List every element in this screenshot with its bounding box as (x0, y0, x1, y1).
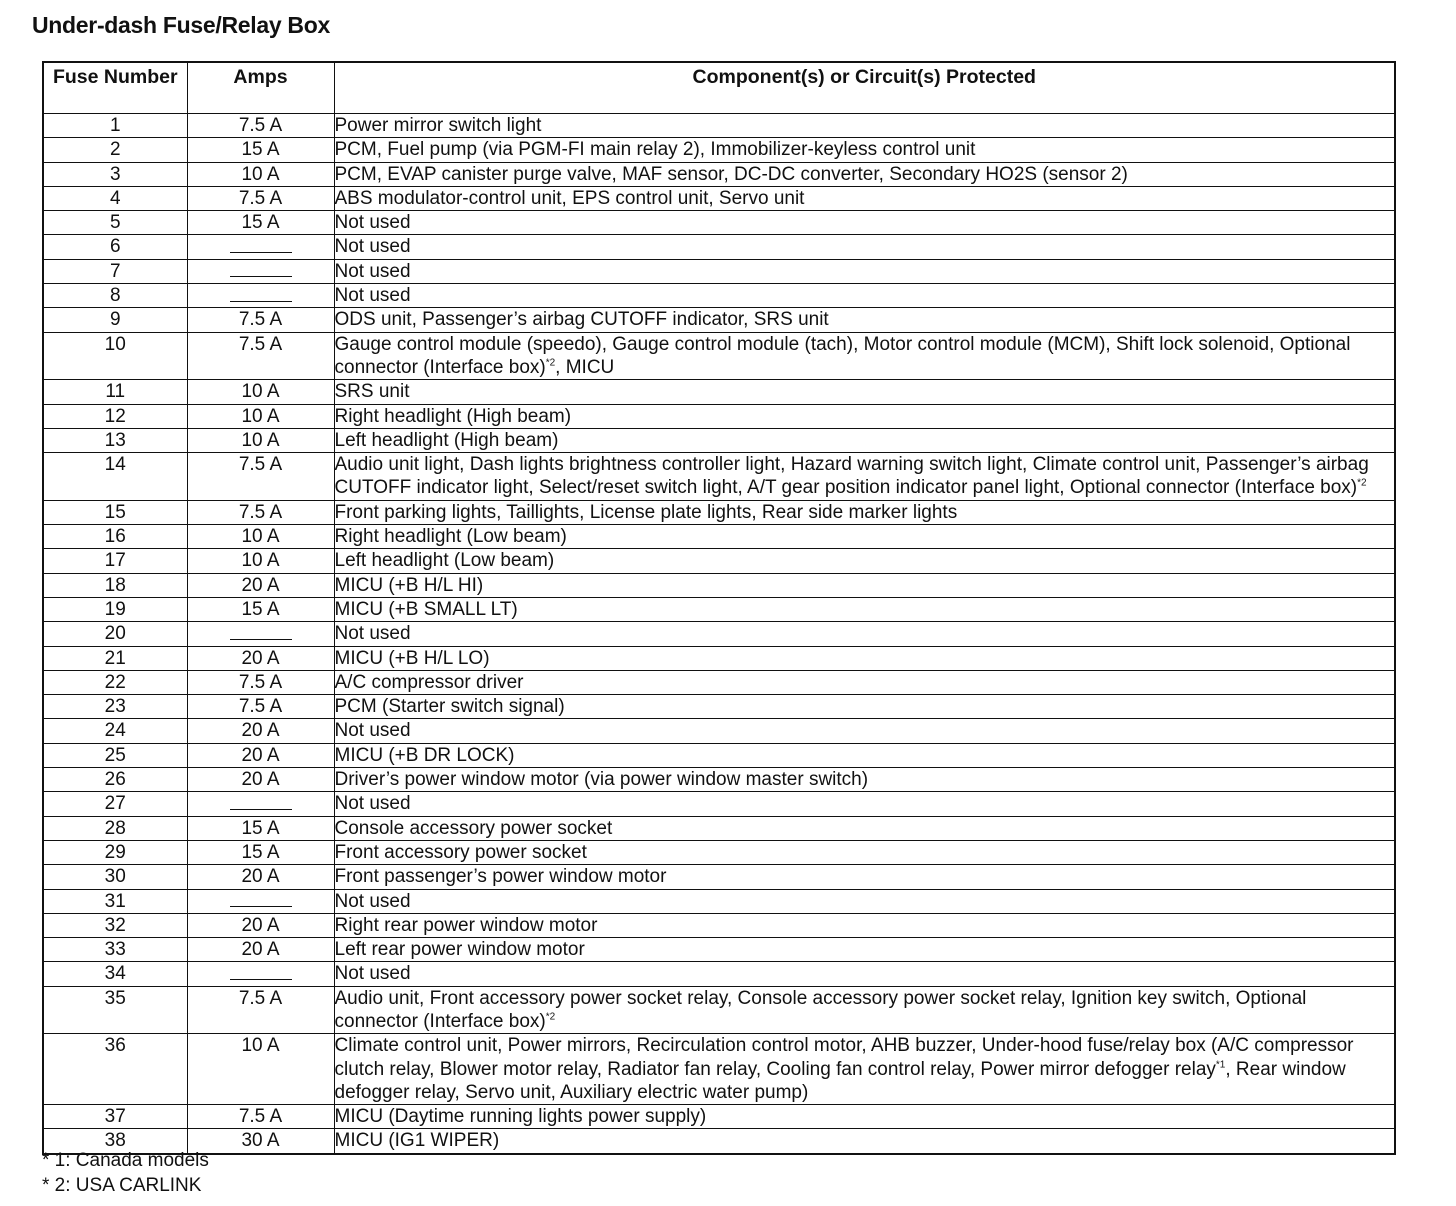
table-row (43, 962, 1395, 986)
fuse-number-cell: 12 (43, 404, 187, 428)
component-cell (334, 284, 1395, 308)
table-row (43, 840, 1395, 864)
amps-cell: 7.5 A (187, 453, 334, 501)
component-text: Not used (334, 963, 411, 985)
component-cell (334, 259, 1395, 283)
component-text: Not used (334, 720, 411, 742)
fuse-number-cell: 5 (43, 211, 187, 235)
empty-amps-dash (230, 639, 292, 640)
component-text-continued: , MICU (555, 356, 615, 378)
component-cell (334, 549, 1395, 573)
table-row (43, 453, 1395, 501)
table-row (43, 695, 1395, 719)
component-cell (334, 573, 1395, 597)
amps-cell: 7.5 A (187, 332, 334, 380)
component-cell (334, 1034, 1395, 1105)
amps-cell: 20 A (187, 938, 334, 962)
fuse-number-cell: 23 (43, 695, 187, 719)
table-row (43, 114, 1395, 138)
component-cell (334, 500, 1395, 524)
component-text: SRS unit (334, 381, 410, 403)
amps-cell: 10 A (187, 549, 334, 573)
table-row (43, 1034, 1395, 1105)
fuse-number-cell: 31 (43, 889, 187, 913)
component-text: Not used (334, 623, 411, 645)
fuse-number-cell: 3 (43, 162, 187, 186)
table-row (43, 308, 1395, 332)
amps-cell: 15 A (187, 211, 334, 235)
amps-cell: 15 A (187, 138, 334, 162)
amps-cell: 10 A (187, 525, 334, 549)
component-cell (334, 138, 1395, 162)
table-row (43, 500, 1395, 524)
component-cell (334, 913, 1395, 937)
amps-cell: 10 A (187, 1034, 334, 1105)
footnote-1: * 1: Canada models (42, 1150, 209, 1171)
component-text: Power mirror switch light (334, 115, 542, 136)
component-text: MICU (Daytime running lights power supply) (334, 1106, 707, 1128)
table-row (43, 404, 1395, 428)
table-row (43, 1105, 1395, 1129)
fuse-number-cell: 10 (43, 332, 187, 380)
amps-cell: 15 A (187, 597, 334, 621)
component-text: MICU (IG1 WIPER) (334, 1130, 500, 1152)
component-text: Audio unit, Front accessory power socket relay, Console accessory power socket relay, Ignition key switch, Optional connector (Interface box) (334, 987, 1307, 1032)
component-text: A/C compressor driver (334, 671, 524, 693)
component-text: Right rear power window motor (334, 914, 598, 936)
component-text: Front accessory power socket (334, 841, 587, 863)
component-cell (334, 428, 1395, 452)
fuse-number-cell: 29 (43, 840, 187, 864)
fuse-number-cell: 21 (43, 646, 187, 670)
table-row (43, 646, 1395, 670)
table-row (43, 1129, 1395, 1154)
empty-amps-dash (230, 252, 292, 253)
amps-cell (187, 235, 334, 259)
fuse-number-cell: 27 (43, 792, 187, 816)
table-row (43, 211, 1395, 235)
component-cell (334, 1105, 1395, 1129)
component-text: PCM, Fuel pump (via PGM-FI main relay 2), Immobilizer-keyless control unit (334, 139, 976, 161)
component-cell (334, 308, 1395, 332)
amps-cell: 7.5 A (187, 114, 334, 138)
fuse-number-cell: 35 (43, 986, 187, 1034)
table-header-row (43, 62, 1395, 114)
table-row (43, 622, 1395, 646)
table-row (43, 889, 1395, 913)
empty-amps-dash (230, 979, 292, 980)
component-text: MICU (+B SMALL LT) (334, 598, 518, 620)
header-amps: Amps (187, 62, 334, 114)
fuse-number-cell: 7 (43, 259, 187, 283)
fuse-number-cell: 14 (43, 453, 187, 501)
table-row (43, 259, 1395, 283)
amps-cell: 20 A (187, 719, 334, 743)
component-text: Console accessory power socket (334, 817, 613, 839)
component-cell (334, 404, 1395, 428)
fuse-number-cell: 22 (43, 670, 187, 694)
component-text: ODS unit, Passenger’s airbag CUTOFF indicator, SRS unit (334, 309, 829, 331)
fuse-number-cell: 2 (43, 138, 187, 162)
amps-cell (187, 259, 334, 283)
fuse-number-cell: 1 (43, 114, 187, 138)
table-row (43, 332, 1395, 380)
amps-cell (187, 284, 334, 308)
component-text: Front parking lights, Taillights, License plate lights, Rear side marker lights (334, 501, 958, 523)
component-text: Not used (334, 890, 411, 912)
table-row (43, 235, 1395, 259)
table-row (43, 768, 1395, 792)
component-cell (334, 670, 1395, 694)
component-cell (334, 235, 1395, 259)
fuse-number-cell: 28 (43, 816, 187, 840)
component-cell (334, 962, 1395, 986)
table-row (43, 573, 1395, 597)
amps-cell: 15 A (187, 840, 334, 864)
table-row (43, 597, 1395, 621)
fuse-number-cell: 6 (43, 235, 187, 259)
amps-cell: 20 A (187, 743, 334, 767)
amps-cell: 7.5 A (187, 670, 334, 694)
table-row (43, 719, 1395, 743)
component-cell (334, 865, 1395, 889)
table-row (43, 162, 1395, 186)
fuse-number-cell: 18 (43, 573, 187, 597)
footnote-marker: *1 (1215, 1059, 1226, 1071)
amps-cell: 20 A (187, 573, 334, 597)
table-row (43, 428, 1395, 452)
component-cell (334, 889, 1395, 913)
component-cell (334, 646, 1395, 670)
component-text: Front passenger’s power window motor (334, 866, 667, 888)
table-row (43, 186, 1395, 210)
component-cell (334, 743, 1395, 767)
component-cell (334, 1129, 1395, 1154)
table-row (43, 913, 1395, 937)
amps-cell: 10 A (187, 380, 334, 404)
table-row (43, 380, 1395, 404)
amps-cell: 30 A (187, 1129, 334, 1154)
component-text: ABS modulator-control unit, EPS control unit, Servo unit (334, 187, 805, 209)
component-text-continued: , Rear window defogger relay, Servo unit, Auxiliary electric water pump) (334, 1058, 1346, 1103)
fuse-number-cell: 33 (43, 938, 187, 962)
table-row (43, 938, 1395, 962)
fuse-number-cell: 11 (43, 380, 187, 404)
amps-cell: 20 A (187, 913, 334, 937)
component-cell (334, 162, 1395, 186)
fuse-table-body (43, 114, 1395, 1154)
empty-amps-dash (230, 276, 292, 277)
header-component: Component(s) or Circuit(s) Protected (334, 62, 1395, 114)
table-row (43, 816, 1395, 840)
table-row (43, 986, 1395, 1034)
component-text: Right headlight (High beam) (334, 405, 572, 427)
amps-cell: 20 A (187, 768, 334, 792)
amps-cell: 15 A (187, 816, 334, 840)
page-title: Under-dash Fuse/Relay Box (32, 12, 330, 38)
amps-cell: 20 A (187, 646, 334, 670)
component-text: Left rear power window motor (334, 939, 585, 961)
table-row (43, 138, 1395, 162)
component-cell (334, 380, 1395, 404)
component-text: MICU (+B H/L HI) (334, 574, 484, 596)
fuse-table (42, 61, 1396, 1155)
amps-cell: 7.5 A (187, 695, 334, 719)
table-row (43, 743, 1395, 767)
component-cell (334, 816, 1395, 840)
fuse-number-cell: 24 (43, 719, 187, 743)
amps-cell: 7.5 A (187, 500, 334, 524)
amps-cell (187, 792, 334, 816)
fuse-number-cell: 13 (43, 428, 187, 452)
component-text: Not used (334, 793, 411, 815)
fuse-number-cell: 38 (43, 1129, 187, 1154)
amps-cell: 10 A (187, 404, 334, 428)
component-cell (334, 453, 1395, 501)
component-cell (334, 622, 1395, 646)
component-cell (334, 840, 1395, 864)
component-text: Right headlight (Low beam) (334, 526, 567, 548)
fuse-number-cell: 15 (43, 500, 187, 524)
component-text: Not used (334, 260, 411, 282)
header-fuse-number: Fuse Number (43, 62, 187, 114)
fuse-number-cell: 25 (43, 743, 187, 767)
amps-cell: 20 A (187, 865, 334, 889)
component-text: Left headlight (Low beam) (334, 550, 555, 572)
footnote-marker: *2 (545, 357, 556, 369)
component-text: MICU (+B DR LOCK) (334, 744, 515, 766)
fuse-number-cell: 9 (43, 308, 187, 332)
table-row (43, 865, 1395, 889)
component-text: Left headlight (High beam) (334, 429, 559, 451)
fuse-number-cell: 19 (43, 597, 187, 621)
component-text: Climate control unit, Power mirrors, Recirculation control motor, AHB buzzer, Under-hood fuse/relay box (A/C compressor clutch relay, Blower motor relay, Radiator fan relay, Cooling fan control relay, Power mirror defogger relay (334, 1035, 1354, 1080)
fuse-number-cell: 17 (43, 549, 187, 573)
fuse-number-cell: 4 (43, 186, 187, 210)
amps-cell: 10 A (187, 428, 334, 452)
footnotes (42, 1148, 209, 1198)
component-cell (334, 768, 1395, 792)
empty-amps-dash (230, 301, 292, 302)
table-row (43, 525, 1395, 549)
component-cell (334, 597, 1395, 621)
amps-cell: 7.5 A (187, 186, 334, 210)
component-cell (334, 938, 1395, 962)
table-row (43, 792, 1395, 816)
amps-cell (187, 889, 334, 913)
footnote-2: * 2: USA CARLINK (42, 1175, 202, 1196)
fuse-number-cell: 26 (43, 768, 187, 792)
footnote-marker: *2 (1357, 478, 1367, 490)
amps-cell: 7.5 A (187, 308, 334, 332)
table-row (43, 284, 1395, 308)
fuse-number-cell: 16 (43, 525, 187, 549)
component-cell (334, 211, 1395, 235)
component-text: Audio unit light, Dash lights brightness controller light, Hazard warning switch light, Climate control unit, Passenger’s airbag CUTOFF indicator light, Select/reset switch light, A/T gear position indicator panel light, Optional connector (Interface box) (334, 454, 1369, 499)
component-text: PCM (Starter switch signal) (334, 696, 565, 718)
fuse-number-cell: 34 (43, 962, 187, 986)
fuse-number-cell: 20 (43, 622, 187, 646)
empty-amps-dash (230, 906, 292, 907)
component-text: Driver’s power window motor (via power window master switch) (334, 769, 869, 791)
amps-cell (187, 622, 334, 646)
footnote-marker: *2 (545, 1011, 556, 1023)
component-cell (334, 719, 1395, 743)
fuse-number-cell: 37 (43, 1105, 187, 1129)
component-text: MICU (+B H/L LO) (334, 647, 490, 669)
table-row (43, 549, 1395, 573)
component-cell (334, 695, 1395, 719)
component-text: Not used (334, 212, 411, 234)
component-text: Gauge control module (speedo), Gauge control module (tach), Motor control module (MCM), Shift lock solenoid, Optional connector (Interface box) (334, 333, 1351, 378)
component-text: Not used (334, 236, 411, 258)
amps-cell: 7.5 A (187, 986, 334, 1034)
component-cell (334, 186, 1395, 210)
component-text: Not used (334, 285, 411, 307)
table-row (43, 670, 1395, 694)
amps-cell: 10 A (187, 162, 334, 186)
amps-cell (187, 962, 334, 986)
component-cell (334, 332, 1395, 380)
amps-cell: 7.5 A (187, 1105, 334, 1129)
component-cell (334, 525, 1395, 549)
fuse-number-cell: 36 (43, 1034, 187, 1105)
fuse-number-cell: 30 (43, 865, 187, 889)
fuse-number-cell: 32 (43, 913, 187, 937)
component-cell (334, 792, 1395, 816)
component-cell (334, 986, 1395, 1034)
empty-amps-dash (230, 809, 292, 810)
fuse-number-cell: 8 (43, 284, 187, 308)
component-cell (334, 114, 1395, 138)
component-text: PCM, EVAP canister purge valve, MAF sensor, DC-DC converter, Secondary HO2S (sensor 2) (334, 163, 1128, 185)
